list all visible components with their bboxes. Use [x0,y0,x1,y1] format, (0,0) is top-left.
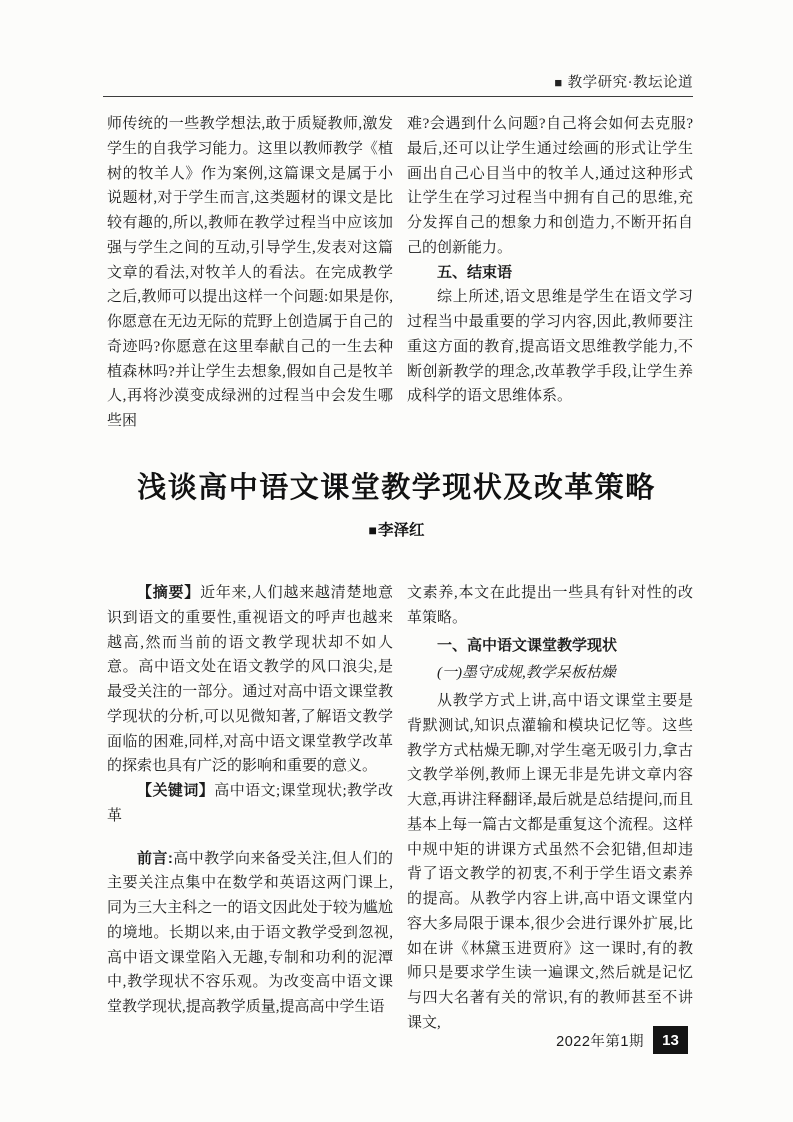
section-heading: 一、高中语文课堂教学现状 [437,636,618,654]
previous-article-paragraph: 师传统的一些教学想法,敢于质疑教师,激发学生的自我学习能力。这里以教师教学《植树的牧羊人》作为案例,这篇课文是属于小说题材,对于学生而言,这类题材的课文是比较有趣的,所以,教师在教学过程当中应该加强与学生之间的互动,引导学生,发表对这篇文章的看法,对牧羊人的看法。在完成教学之后,教师可以提出这样一个问题:如果是你,你愿意在无边无际的荒野上创造属于自己的奇迹吗?你愿意在这里奉献自己的一生去种植森林吗?并让学生去想象,假如自己是牧羊人,再将沙漠变成绿洲的过程当中会发生哪些困 [107,116,393,429]
abstract-text: 近年来,人们越来越清楚地意识到语文的重要性,重视语文的呼声也越来越高,然而当前的语文教学现状却不如人意。高中语文处在语文教学的风口浪尖,是最受关注的一部分。通过对高中语文课堂教学现状的分析,可以见微知著,了解语文教学面临的困难,同样,对高中语文课堂教学改革的探索也具有广泛的影响和重要的意义。 [107,585,393,775]
abstract-paragraph [107,581,393,779]
keywords-paragraph [107,779,393,829]
journal-issue: 2022年第1期 [556,1033,644,1050]
article-title: 浅谈高中语文课堂教学现状及改革策略 [137,472,656,504]
conclusion-paragraph: 综上所述,语文思维是学生在语文学习过程当中最重要的学习内容,因此,教师要注重这方面的教育,提高语文思维教学能力,不断创新教学的理念,改革教学手段,让学生养成科学的语文思维体系。 [407,289,693,405]
section-marker-icon: ■ [554,75,563,90]
article-columns [107,581,693,1036]
section-body-paragraph: 从教学方式上讲,高中语文课堂主要是背默测试,知识点灌输和模块记忆等。这些教学方式枯燥无聊,对学生毫无吸引力,拿古文教学举例,教师上课无非是先讲文章内容大意,再讲注释翻译,最后就是总结提问,而且基本上每一篇古文都是重复这个流程。这样中规中矩的讲课方式虽然不会犯错,但却违背了语文教学的初衷,不利于学生语文素养的提高。从教学内容上讲,高中语文课堂内容大多局限于课本,很少会进行课外扩展,比如在讲《林黛玉进贾府》这一课时,有的教师只是要求学生读一遍课文,然后就是记忆与四大名著有关的常识,有的教师甚至不讲课文, [407,693,693,1031]
page-number-badge: 13 [653,1026,688,1054]
preface-label: 前言: [137,849,173,867]
previous-article-right-column [407,112,693,434]
author-marker-icon: ■ [368,522,377,538]
abstract-label: 【摘要】 [137,584,201,601]
previous-article-left-column [107,112,393,434]
conclusion-heading: 五、结束语 [437,263,513,281]
running-head [103,71,693,92]
keywords-label: 【关键词】 [137,782,215,799]
preface-paragraph [107,847,393,1020]
author-name: 李泽红 [377,522,425,539]
previous-article-columns [107,112,693,434]
keywords-text: 高中语文;课堂现状;教学改革 [107,783,393,824]
author-line [0,518,793,540]
running-head-label: 教学研究·教坛论道 [567,75,693,91]
previous-article-paragraph: 难?会遇到什么问题?自己将会如何去克服?最后,还可以让学生通过绘画的形式让学生画出自己心目当中的牧羊人,通过这种形式让学生在学习过程当中拥有自己的思维,充分发挥自己的想象力和创造力,不断开拓自己的创新能力。 [407,116,693,256]
page-footer [556,1026,688,1054]
continuation-paragraph: 文素养,本文在此提出一些具有针对性的改革策略。 [407,585,693,626]
header-rule [103,96,693,97]
article-left-column [107,581,393,1036]
article-right-column [407,581,693,1036]
subsection-heading: (一)墨守成规,教学呆板枯燥 [437,665,616,682]
preface-text: 高中教学向来备受关注,但人们的主要关注点集中在数学和英语这两门课上,同为三大主科之一的语文因此处于较为尴尬的境地。长期以来,由于语文教学受到忽视,高中语文课堂陷入无趣,专制和功利的泥潭中,教学现状不容乐观。为改变高中语文课堂教学现状,提高教学质量,提高高中学生语 [107,850,393,1015]
